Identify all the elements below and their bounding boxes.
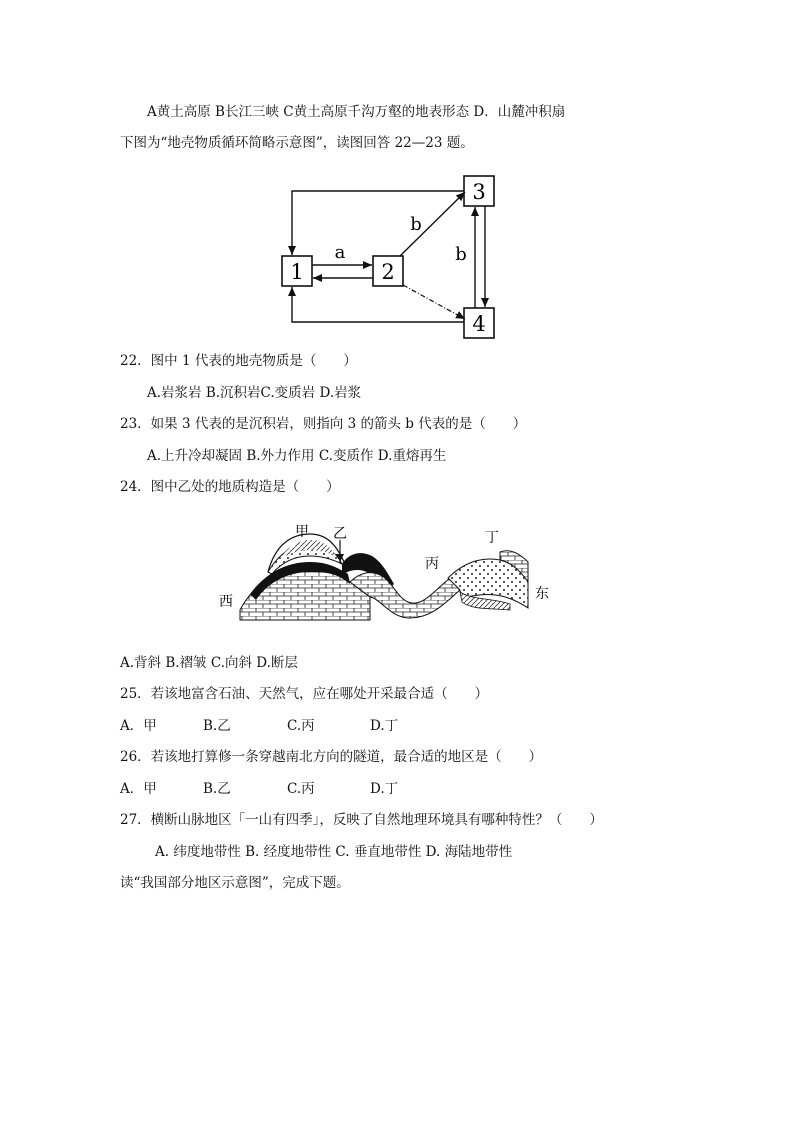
question-26: 26．若该地打算修一条穿越南北方向的隧道，最合适的地区是（ ） bbox=[120, 749, 543, 765]
label-jia: 甲 bbox=[295, 524, 309, 540]
question-23: 23．如果 3 代表的是沉积岩，则指向 3 的箭头 b 代表的是（ ） bbox=[120, 416, 527, 432]
q26-option-d: D.丁 bbox=[370, 781, 399, 797]
q25-option-c: C.丙 bbox=[287, 718, 315, 734]
question-27: 27．横断山脉地区「一山有四季」，反映了自然地理环境具有哪种特性？（ ） bbox=[120, 812, 603, 828]
question-24-options: A.背斜 B.褶皱 C.向斜 D.断层 bbox=[120, 655, 298, 671]
q26-option-b: B.乙 bbox=[203, 781, 231, 797]
text-line-next-intro: 读“我国部分地区示意图”，完成下题。 bbox=[120, 875, 350, 891]
label-b-vertical: b bbox=[455, 244, 467, 265]
box-2-label: 2 bbox=[381, 260, 395, 284]
box-1-label: 1 bbox=[290, 260, 304, 284]
label-b-diagonal: b bbox=[410, 214, 422, 235]
label-yi: 乙 bbox=[333, 526, 347, 542]
label-a: a bbox=[334, 242, 346, 263]
q25-option-b: B.乙 bbox=[203, 718, 231, 734]
rock-cycle-diagram bbox=[276, 172, 516, 342]
arrow-2-to-4 bbox=[403, 285, 465, 319]
q25-option-d: D.丁 bbox=[370, 718, 399, 734]
question-23-options: A.上升冷却凝固 B.外力作用 C.变质作 D.重熔再生 bbox=[147, 448, 447, 464]
question-22-options: A.岩浆岩 B.沉积岩C.变质岩 D.岩浆 bbox=[147, 385, 362, 401]
q26-option-c: C.丙 bbox=[287, 781, 315, 797]
q25-option-a: A．甲 bbox=[120, 718, 157, 734]
q26-option-a: A．甲 bbox=[120, 781, 157, 797]
text-line-options-prev: A黄土高原 B长江三峡 C黄土高原千沟万壑的地表形态 D．山麓冲积扇 bbox=[147, 104, 566, 120]
label-ding: 丁 bbox=[485, 530, 499, 546]
box-3-label: 3 bbox=[472, 180, 486, 204]
label-bing: 丙 bbox=[425, 556, 439, 572]
box-4-label: 4 bbox=[472, 312, 486, 336]
question-25: 25．若该地富含石油、天然气，应在哪处开采最合适（ ） bbox=[120, 686, 489, 702]
fold-structure-diagram bbox=[210, 512, 570, 632]
question-24: 24．图中乙处的地质构造是（ ） bbox=[120, 479, 340, 495]
text-line-intro-22-23: 下图为“地壳物质循环简略示意图”，读图回答 22—23 题。 bbox=[120, 135, 474, 151]
label-west: 西 bbox=[219, 594, 233, 610]
question-22: 22．图中 1 代表的地壳物质是（ ） bbox=[120, 353, 357, 369]
question-27-options: A. 纬度地带性 B. 经度地带性 C. 垂直地带性 D. 海陆地带性 bbox=[155, 844, 513, 860]
arrow-3-to-1 bbox=[292, 191, 464, 255]
label-east: 东 bbox=[535, 586, 549, 602]
